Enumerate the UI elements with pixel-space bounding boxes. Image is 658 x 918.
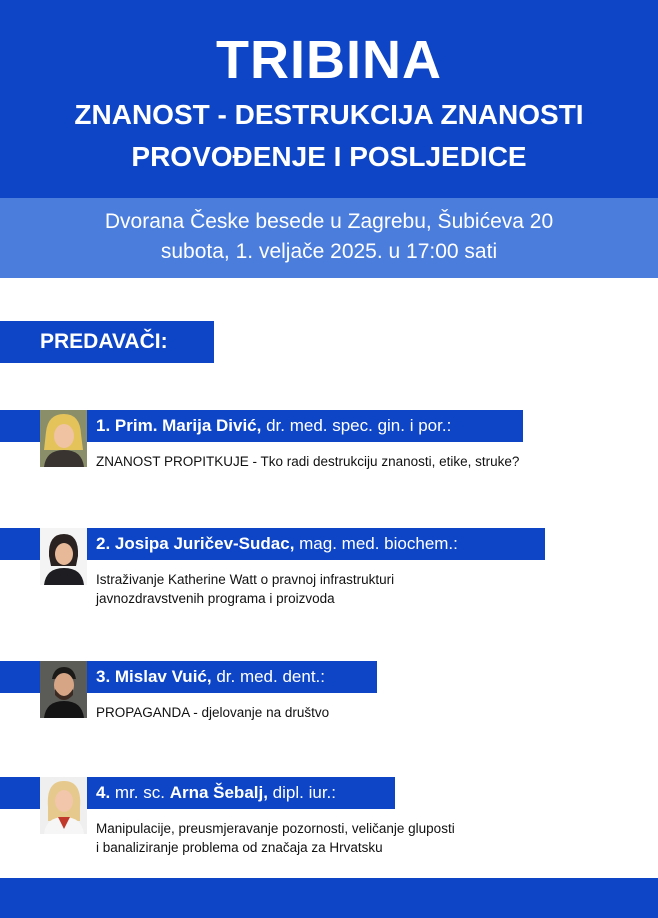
speaker-topic-line: javnozdravstvenih programa i proizvoda <box>96 591 335 606</box>
speaker-name-line <box>96 410 451 442</box>
speaker-prefix: 3. Mislav Vuić, <box>96 667 212 686</box>
speaker-name-line <box>96 528 458 560</box>
event-title: TRIBINA <box>216 30 442 90</box>
speaker-prefix: 1. Prim. Marija Divić, <box>96 416 262 435</box>
speaker-avatar <box>40 410 87 467</box>
header-banner <box>0 0 658 198</box>
speaker-honorific: mr. sc. <box>110 783 170 802</box>
venue-location: Dvorana Česke besede u Zagrebu, Šubićeva 20 <box>104 210 554 233</box>
speaker-name-line <box>96 777 336 809</box>
event-subtitle-line-1: ZNANOST - DESTRUKCIJA ZNANOSTI <box>74 99 584 130</box>
speakers-section-label: PREDAVAČI: <box>0 321 214 363</box>
speaker-topic-line: i banaliziranje problema od značaja za Hrvatsku <box>96 840 383 855</box>
speaker-qualification: mag. med. biochem.: <box>294 534 458 553</box>
venue-datetime: subota, 1. veljače 2025. u 17:00 sati <box>160 240 498 263</box>
speaker-qualification: dipl. iur.: <box>267 783 336 802</box>
venue-banner <box>0 198 658 278</box>
speaker-name: Arna Šebalj, <box>169 783 268 802</box>
speaker-topic <box>96 452 636 471</box>
speaker-topic-line: Manipulacije, preusmjeravanje pozornosti, veličanje gluposti <box>96 821 455 836</box>
speaker-prefix: 4. <box>96 783 111 802</box>
speaker-topic <box>96 570 636 608</box>
speaker-avatar <box>40 777 87 834</box>
speaker-topic <box>96 819 636 857</box>
speaker-topic-line: ZNANOST PROPITKUJE - Tko radi destrukciju znanosti, etike, struke? <box>96 454 520 469</box>
speaker-qualification: dr. med. spec. gin. i por.: <box>261 416 452 435</box>
speaker-avatar <box>40 528 87 585</box>
speaker-topic-line: Istraživanje Katherine Watt o pravnoj infrastrukturi <box>96 572 395 587</box>
speaker-qualification: dr. med. dent.: <box>211 667 325 686</box>
speaker-avatar <box>40 661 87 718</box>
event-subtitle-line-2: PROVOĐENJE I POSLJEDICE <box>131 141 527 172</box>
speaker-prefix: 2. Josipa Juričev-Sudac, <box>96 534 295 553</box>
footer-bar <box>0 878 658 918</box>
speaker-name-line <box>96 661 325 693</box>
speaker-topic-line: PROPAGANDA - djelovanje na društvo <box>96 705 330 720</box>
speaker-topic <box>96 703 636 722</box>
